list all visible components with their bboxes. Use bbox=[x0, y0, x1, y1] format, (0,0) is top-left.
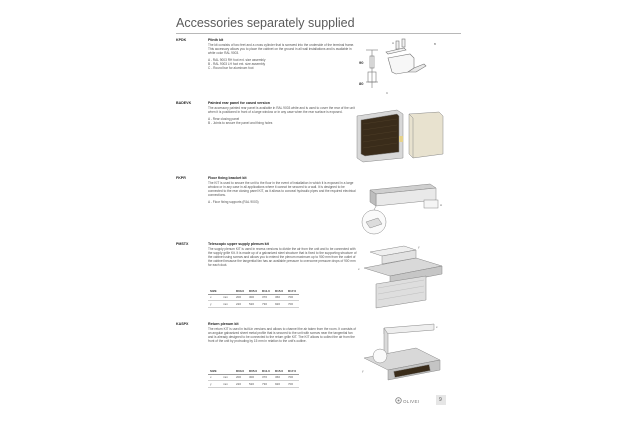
accessory-code: FKPR bbox=[176, 176, 186, 180]
svg-text:y: y bbox=[418, 245, 420, 249]
list-item: B - RAL 9003 LH foot ext. size assembly bbox=[208, 61, 266, 66]
table-row: x mm 200 300 370 360 700 bbox=[208, 294, 299, 301]
accessory-heading: Painted rear panel for cased version bbox=[208, 101, 270, 105]
accessory-code: KASPX bbox=[176, 322, 189, 326]
accessory-items bbox=[208, 117, 358, 125]
accessory-heading: Return plenum kit bbox=[208, 322, 239, 326]
svg-text:y: y bbox=[362, 369, 364, 373]
accessory-items bbox=[208, 58, 358, 70]
accessory-heading: Telescopic upper supply plenum kit bbox=[208, 242, 269, 246]
accessory-items bbox=[208, 200, 358, 204]
table-header-row: SIZE D03.0 D05.0 D11.0 D15.0 D17.0 bbox=[208, 368, 299, 374]
table-row: y mm 220 520 730 920 700 bbox=[208, 301, 299, 308]
svg-text:x: x bbox=[358, 267, 360, 271]
accessory-description: The KIT is used to secure the unit to the floor in the event of installation in which it is exposed in a large window or in any case in all applications where it cannot be secured to a wall. It is designed to be connected to the rear closing panel KIT, as it allows to conceal hydraulic pipes and the required electrical connections. bbox=[208, 180, 356, 197]
accessory-description: The return KIT is used in built-in versions and allows to channel the air taken from the room. It consists of an angular galvanized sheet metal profile that is secured to the unit with screws near the tangential fan and is already designed to be connected to the return grille KIT. The KIT allows to collect the air from the front of the unit by protruding by 15 mm in relation to the unit's outline. bbox=[208, 326, 357, 343]
page-title: Accessories separately supplied bbox=[176, 16, 355, 30]
footer-brand: OLIVEI bbox=[403, 399, 420, 404]
size-table-pmstx bbox=[208, 288, 299, 308]
dimension-label-90: 90 bbox=[359, 60, 364, 65]
accessory-description: The accessory painted rear panel is available in RAL 9003 white and is used to cover the rear of the unit when it is positioned in front of a large window or in any case when the rear surface is exposed. bbox=[208, 105, 355, 114]
accessory-code: PMSTX bbox=[176, 242, 189, 246]
page-number: 9 bbox=[439, 397, 442, 403]
accessory-code: KPDK bbox=[176, 38, 187, 42]
supply-plenum-figure bbox=[356, 244, 448, 310]
svg-text:A: A bbox=[392, 41, 395, 45]
accessory-description: The supply plenum KIT is used in recess versions to divide the air from the unit and to be connected with the supply grille Kit. It is made up of a galvanized steel structure that is fixed to the supporting structure of the cabinet using screws and allows you to extend the plenum maximum up to 900 mm from the outlet of the cabinet because the tangential fan has an available pressure to overcome pressure drops of 900 mm for each duct. bbox=[208, 246, 357, 267]
list-item: C - Round bar for aluminum foot bbox=[208, 66, 254, 71]
plinth-kit-figure bbox=[356, 36, 446, 98]
rear-panel-figure bbox=[353, 106, 448, 164]
table-row: y mm 220 520 730 920 700 bbox=[208, 381, 299, 388]
dimension-label-80: 80 bbox=[359, 81, 364, 86]
table-header-row: SIZE D03.0 D05.0 D11.0 D15.0 D17.0 bbox=[208, 288, 299, 294]
list-item: B - Joints to secure the panel and fixing holes bbox=[208, 120, 273, 125]
accessory-body bbox=[208, 38, 358, 70]
svg-text:A: A bbox=[440, 203, 443, 207]
floor-bracket-figure bbox=[356, 178, 446, 240]
svg-text:B: B bbox=[434, 42, 437, 46]
brand-logo-icon bbox=[395, 397, 402, 404]
accessory-code: BADEVK bbox=[176, 101, 192, 105]
accessory-body bbox=[208, 176, 358, 204]
list-item: A - Floor fixing supports (RAL 9003) bbox=[208, 199, 259, 204]
return-plenum-figure bbox=[356, 322, 446, 388]
svg-text:x: x bbox=[436, 325, 438, 329]
accessory-body bbox=[208, 322, 358, 343]
accessory-heading: Floor fixing bracket kit bbox=[208, 176, 247, 180]
table-row: x mm 200 300 370 360 700 bbox=[208, 374, 299, 381]
accessory-body bbox=[208, 101, 358, 125]
accessory-heading: Plinth kit bbox=[208, 38, 224, 42]
accessory-body bbox=[208, 242, 358, 267]
list-item: A - RAL 9003 RH foot ext. size assembly bbox=[208, 57, 266, 62]
list-item: A - Rear closing panel bbox=[208, 116, 240, 121]
title-divider bbox=[176, 33, 461, 34]
svg-text:C: C bbox=[386, 91, 389, 95]
size-table-kaspx bbox=[208, 368, 299, 388]
accessory-description: The kit consists of two feet and a cross cylinder that is screwed into the underside of the terminal frame. This accessory allows you to place the cabinet on the ground in all wall installations and is available in white color RAL 9003. bbox=[208, 42, 355, 55]
